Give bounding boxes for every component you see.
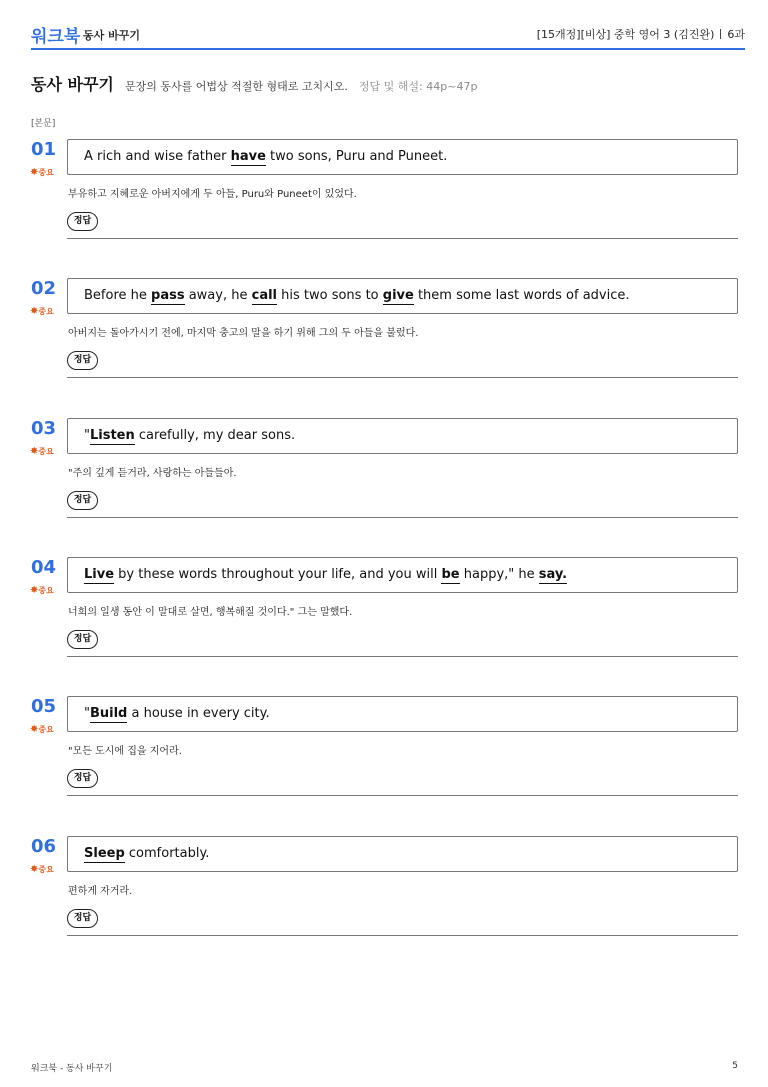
answer-line[interactable] — [67, 795, 738, 796]
important-label: 중요 — [38, 447, 54, 456]
important-badge — [30, 585, 54, 596]
answer-line[interactable] — [67, 935, 738, 936]
answer-button[interactable]: 정답 — [67, 769, 98, 788]
star-burst-icon: ✸ — [30, 306, 39, 317]
star-burst-icon: ✸ — [30, 724, 39, 735]
page-title: 동사 바꾸기 — [31, 75, 114, 94]
exercise-item — [0, 557, 768, 667]
star-burst-icon: ✸ — [30, 446, 39, 457]
important-label: 중요 — [38, 307, 54, 316]
important-label: 중요 — [38, 865, 54, 874]
sentence-box — [67, 696, 738, 732]
korean-translation: 편하게 자거라. — [68, 886, 133, 897]
answer-button[interactable]: 정답 — [67, 212, 98, 231]
important-label: 중요 — [38, 168, 54, 177]
star-burst-icon: ✸ — [30, 167, 39, 178]
instruction-text: 문장의 동사를 어법상 적절한 형태로 고치시오. — [124, 80, 348, 93]
target-verb: Listen — [89, 428, 135, 443]
sentence-text: Before he — [84, 288, 152, 303]
exercise-item — [0, 418, 768, 528]
answer-reference: 정답 및 해설: 44p~47p — [358, 80, 478, 93]
target-verb: Sleep — [84, 846, 125, 861]
sentence-box — [67, 836, 738, 872]
korean-translation: 너희의 일생 동안 이 말대로 살면, 행복해질 것이다." 그는 말했다. — [68, 607, 353, 618]
important-badge — [30, 864, 54, 875]
item-number: 05 — [31, 696, 57, 717]
course-info — [537, 26, 745, 42]
target-verb: be — [441, 567, 460, 582]
answer-button[interactable]: 정답 — [67, 909, 98, 928]
section-label: [본문] — [31, 119, 56, 129]
page-number: 5 — [732, 1061, 738, 1071]
sentence-text: them some last words of advice. — [413, 288, 630, 303]
exercise-item — [0, 278, 768, 388]
important-badge — [30, 446, 54, 457]
sentence-text: A rich and wise father — [84, 149, 231, 164]
target-verb: give — [382, 288, 414, 303]
item-number: 02 — [31, 278, 57, 299]
course-name: [15개정][비상] 중학 영어 3 (김진완) — [536, 28, 715, 41]
target-verb: say. — [538, 567, 568, 582]
sentence-text: by these words throughout your life, and you will — [114, 567, 442, 582]
exercise-item — [0, 139, 768, 249]
korean-translation: 부유하고 지혜로운 아버지에게 두 아들, Puru와 Puneet이 있었다. — [68, 189, 357, 200]
target-verb: Build — [89, 706, 128, 721]
answer-button[interactable]: 정답 — [67, 351, 98, 370]
star-burst-icon: ✸ — [30, 585, 39, 596]
item-number: 04 — [31, 557, 57, 578]
sentence-text: a house in every city. — [127, 706, 270, 721]
answer-line[interactable] — [67, 238, 738, 239]
header-divider — [720, 29, 721, 39]
korean-translation: "모든 도시에 집을 지어라. — [68, 746, 182, 757]
important-badge — [30, 724, 54, 735]
star-burst-icon: ✸ — [30, 864, 39, 875]
target-verb: call — [251, 288, 277, 303]
lesson-number: 6과 — [727, 28, 745, 41]
important-label: 중요 — [38, 586, 54, 595]
answer-button[interactable]: 정답 — [67, 630, 98, 649]
sentence-text: happy," he — [459, 567, 539, 582]
brand-subtitle: 동사 바꾸기 — [83, 29, 140, 42]
sentence-box — [67, 418, 738, 454]
sentence-box — [67, 139, 738, 175]
exercise-item — [0, 696, 768, 806]
sentence-text: " — [84, 428, 90, 443]
sentence-box — [67, 278, 738, 314]
brand-title: 워크북 — [31, 27, 81, 47]
item-number: 01 — [31, 139, 57, 160]
target-verb: have — [230, 149, 266, 164]
sentence-text: comfortably. — [124, 846, 210, 861]
answer-line[interactable] — [67, 377, 738, 378]
target-verb: pass — [151, 288, 185, 303]
sentence-text: away, he — [184, 288, 252, 303]
sentence-text: two sons, Puru and Puneet. — [265, 149, 448, 164]
worksheet-title — [31, 72, 477, 95]
important-badge — [30, 167, 54, 178]
footer-title: 워크북 - 동사 바꾸기 — [31, 1064, 113, 1074]
korean-translation: 아버지는 돌아가시기 전에, 마지막 충고의 말을 하기 위해 그의 두 아들을 불렀다. — [68, 328, 419, 339]
important-badge — [30, 306, 54, 317]
item-number: 06 — [31, 836, 57, 857]
answer-button[interactable]: 정답 — [67, 491, 98, 510]
korean-translation: "주의 깊게 듣거라, 사랑하는 아들들아. — [68, 468, 237, 479]
item-number: 03 — [31, 418, 57, 439]
important-label: 중요 — [38, 725, 54, 734]
target-verb: Live — [84, 567, 115, 582]
sentence-text: " — [84, 706, 90, 721]
sentence-text: his two sons to — [277, 288, 383, 303]
answer-line[interactable] — [67, 517, 738, 518]
sentence-box — [67, 557, 738, 593]
page-header — [31, 18, 745, 50]
answer-line[interactable] — [67, 656, 738, 657]
sentence-text: carefully, my dear sons. — [134, 428, 296, 443]
exercise-item — [0, 836, 768, 946]
